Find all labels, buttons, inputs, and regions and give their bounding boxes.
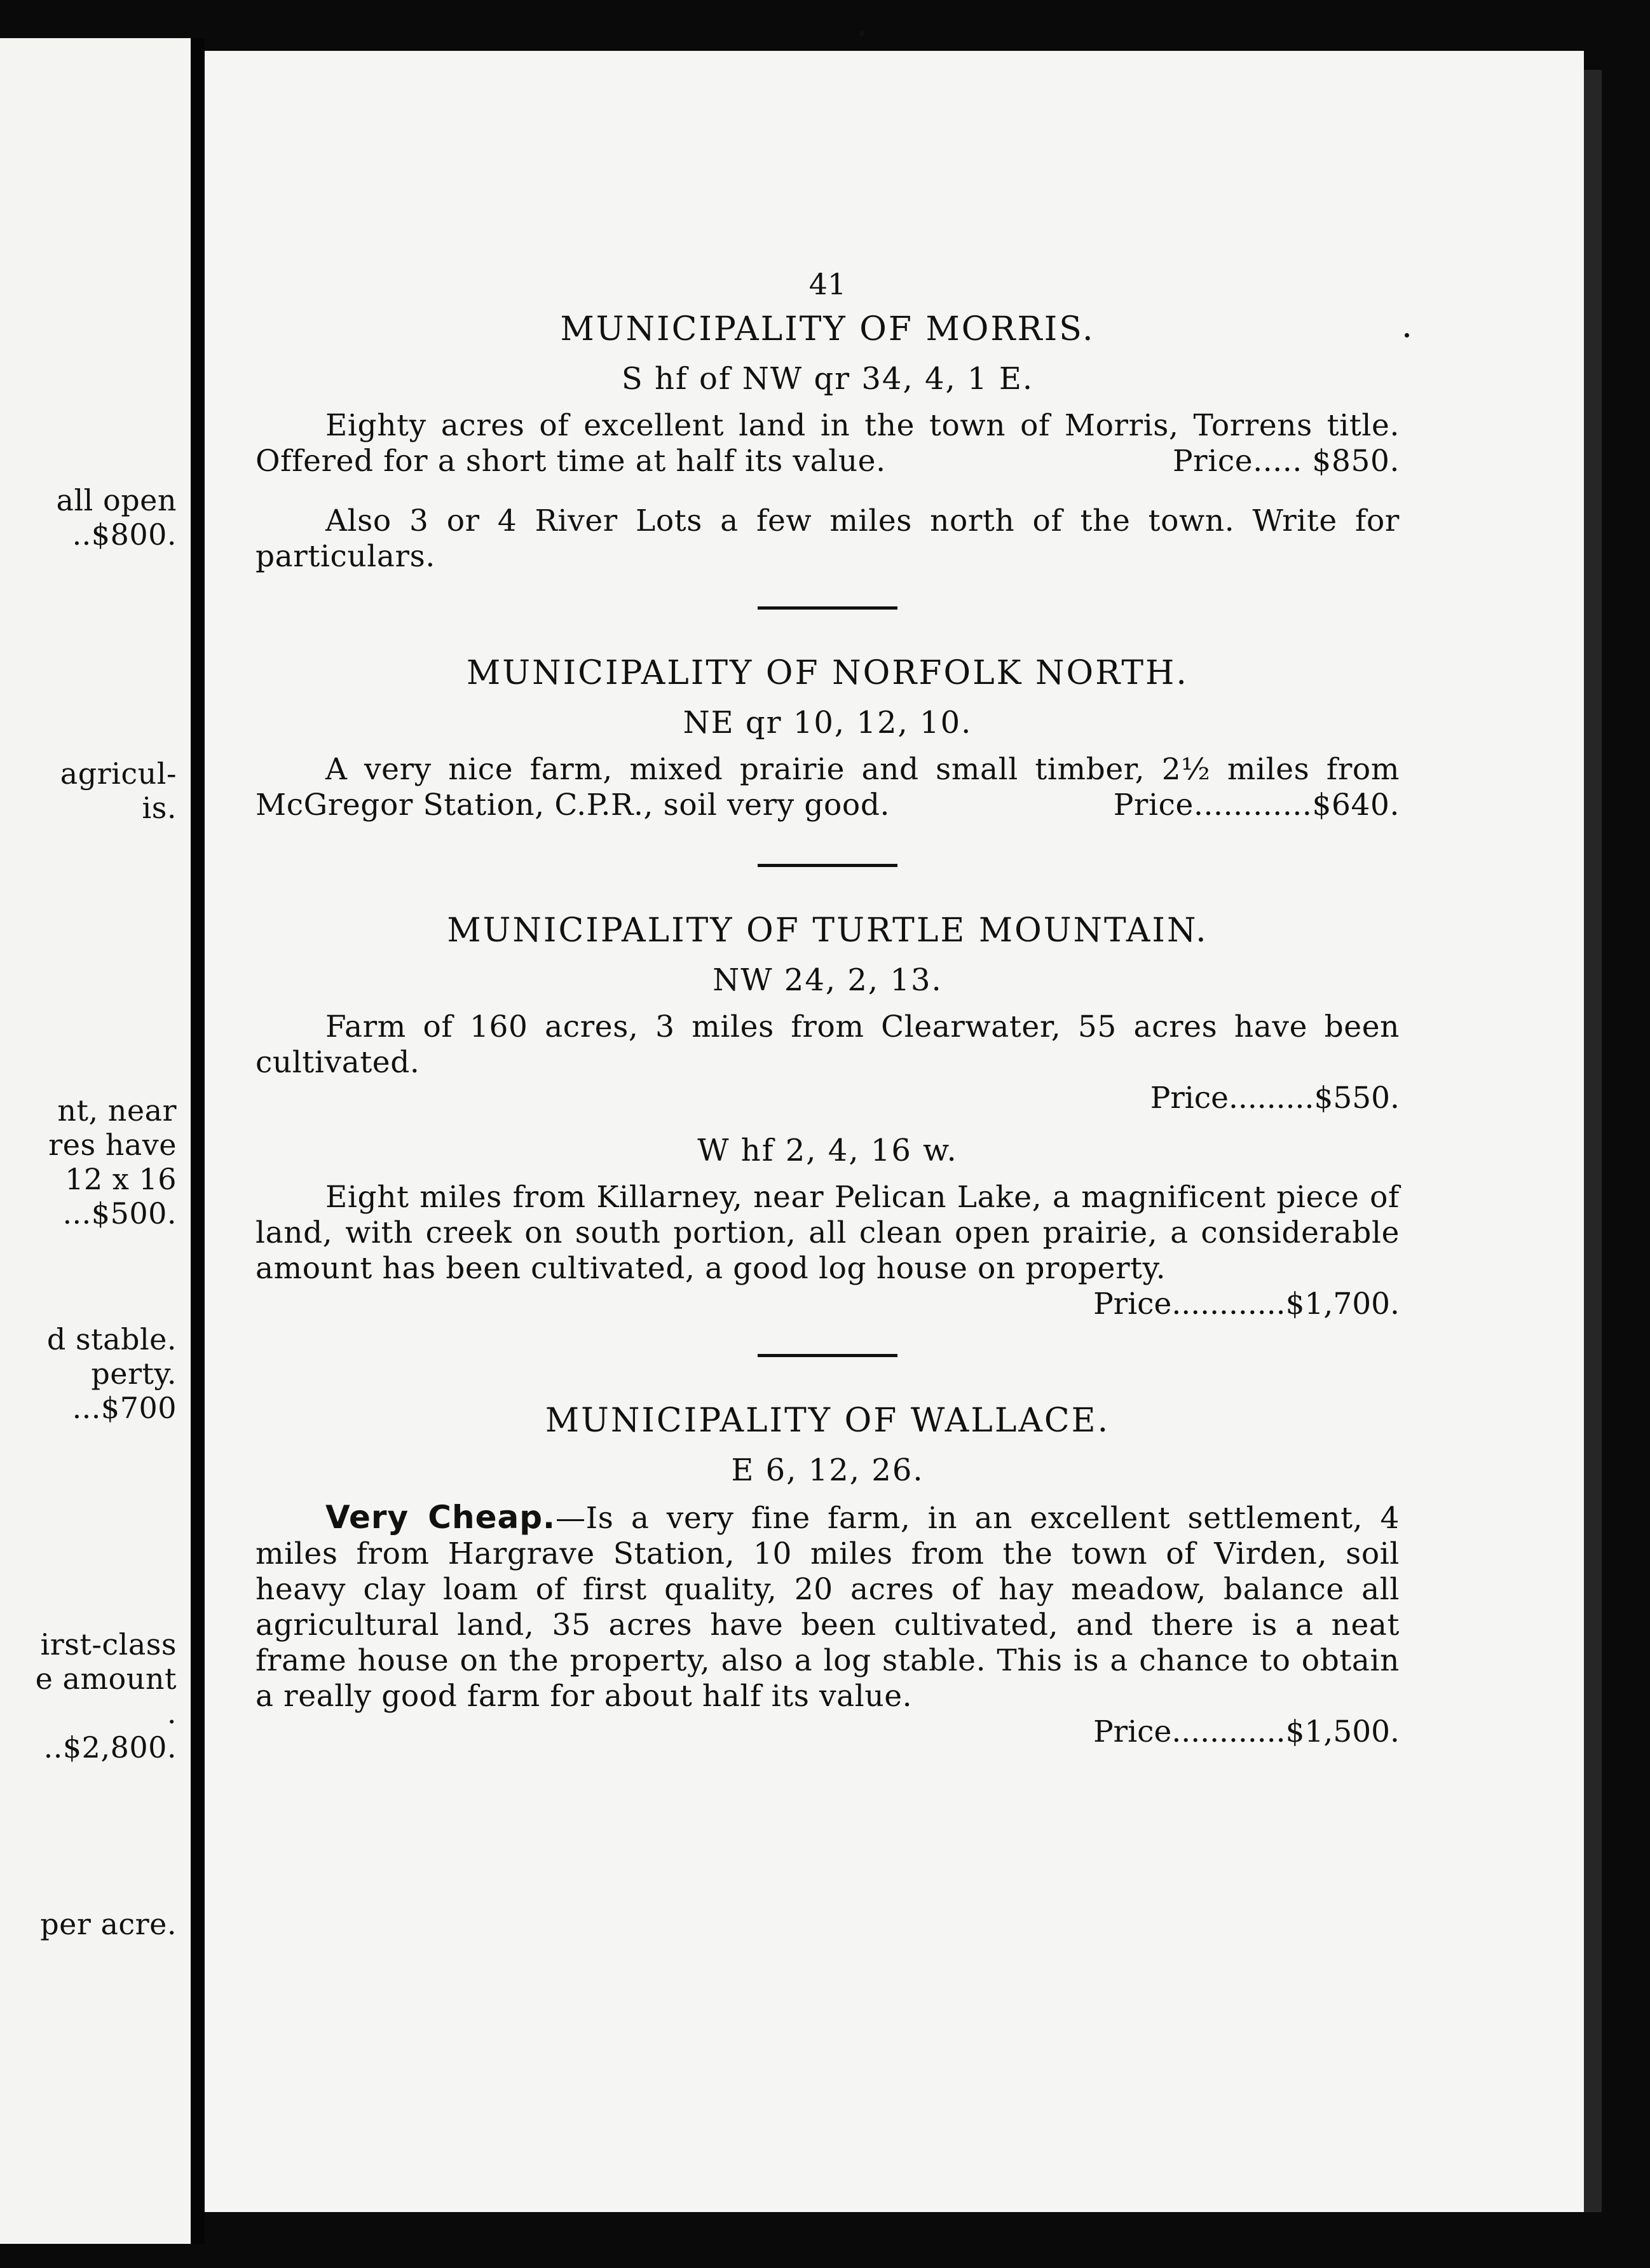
left-text-line: perty. — [91, 1356, 177, 1391]
listing-text — [256, 408, 1400, 479]
left-text-line: . — [167, 1696, 177, 1730]
page-number: 41 — [808, 267, 847, 301]
left-text-line: ..$2,800. — [43, 1730, 177, 1765]
listing-price: Price..... $850. — [1172, 444, 1400, 479]
legal-description: S hf of NW qr 34, 4, 1 E. — [621, 361, 1034, 397]
section-divider — [758, 606, 897, 610]
page-edge-shadow — [1584, 70, 1602, 2212]
left-text-line: is. — [142, 791, 177, 825]
listing-description: —Is a very fine farm, in an excellent settlement, 4 miles from Hargrave Station, 10 miles from the town of Virden, soil heavy clay loam of first quality, 20 acres of hay meadow, balance all agricultural land, 35 acres have been cultivated, and there is a neat frame house on the property, also a log stable. This is a chance to obtain a really good farm for about half its value. — [256, 1501, 1400, 1714]
left-text-line: ..$800. — [72, 517, 177, 552]
left-text-line: agricul- — [60, 756, 177, 791]
heading-turtle-mountain: MUNICIPALITY OF TURTLE MOUNTAIN. — [447, 912, 1208, 950]
heading-morris: MUNICIPALITY OF MORRIS. — [560, 310, 1095, 348]
left-text-line: d stable. — [46, 1322, 177, 1356]
listing-lead: Very Cheap. — [325, 1499, 556, 1536]
section-divider — [758, 1354, 897, 1357]
listing-description: Eight miles from Killarney, near Pelican Lake, a magnificent piece of land, with creek on south portion, all clean open prairie, a considerable amount has been cultivated, a good log house on property. — [256, 1180, 1400, 1286]
left-text-line: per acre. — [40, 1907, 177, 1941]
listing-price: Price............$1,500. — [1093, 1714, 1400, 1749]
left-text-line: ...$500. — [62, 1196, 177, 1231]
heading-norfolk-north: MUNICIPALITY OF NORFOLK NORTH. — [467, 654, 1189, 692]
left-text-line: ...$700 — [72, 1391, 177, 1425]
listing-note: Also 3 or 4 River Lots a few miles north of the town. Write for particulars. — [256, 503, 1400, 574]
heading-wallace: MUNICIPALITY OF WALLACE. — [545, 1402, 1110, 1440]
main-page — [205, 51, 1584, 2212]
legal-description: NE qr 10, 12, 10. — [683, 705, 972, 741]
left-text-line: 12 x 16 — [65, 1162, 177, 1196]
listing-description: Eighty acres of excellent land in the town of Morris, Torrens title. Offered for a short time at half its value. — [256, 408, 1400, 479]
listing-price: Price............$1,700. — [1093, 1287, 1400, 1322]
left-text-line: all open — [56, 483, 177, 517]
listing-text — [256, 1499, 1400, 1714]
legal-description: W hf 2, 4, 16 w. — [697, 1133, 958, 1168]
left-text-line: e amount — [35, 1662, 177, 1696]
scan-speck — [1405, 333, 1409, 338]
left-text-line: res have — [48, 1128, 177, 1162]
listing-description: Farm of 160 acres, 3 miles from Clearwater, 55 acres have been cultivated. — [256, 1009, 1400, 1080]
listing-price: Price............$640. — [1113, 788, 1400, 823]
scan-speck — [859, 31, 864, 37]
page-content — [256, 267, 1400, 1756]
left-text-line: nt, near — [57, 1093, 177, 1128]
section-divider — [758, 864, 897, 867]
legal-description: E 6, 12, 26. — [731, 1452, 924, 1488]
listing-text — [256, 752, 1400, 823]
legal-description: NW 24, 2, 13. — [712, 962, 943, 998]
left-text-line: irst-class — [40, 1627, 177, 1662]
listing-price: Price.........$550. — [1150, 1081, 1400, 1116]
left-page-fragment — [0, 38, 191, 2244]
book-gutter — [191, 38, 205, 2244]
listing-description: A very nice farm, mixed prairie and small timber, 2½ miles from McGregor Station, C.P.R., soil very good. — [256, 752, 1400, 823]
